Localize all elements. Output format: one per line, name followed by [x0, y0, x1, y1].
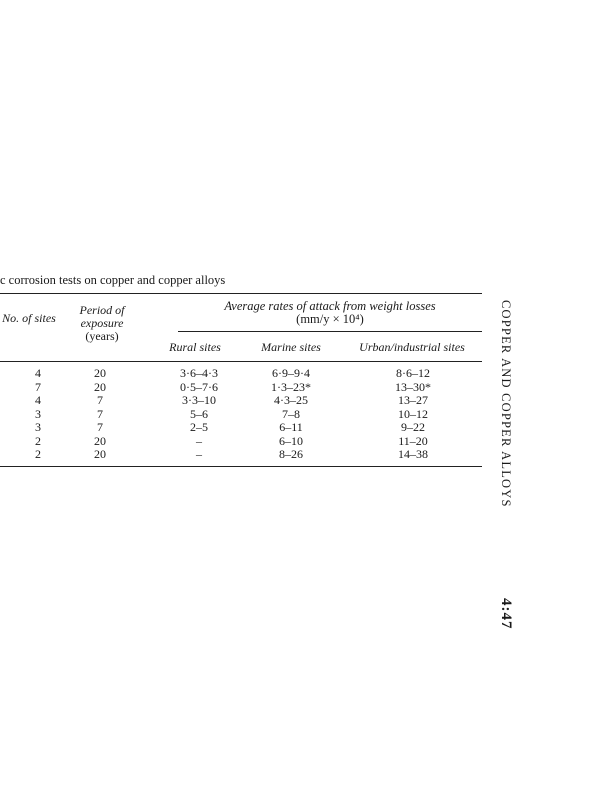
header-sub-rule — [178, 331, 482, 332]
cell-period: 7 — [97, 420, 103, 434]
cell-period: 20 — [94, 447, 106, 461]
header-urban: Urban/industrial sites — [359, 340, 465, 354]
cell-rural: – — [196, 433, 202, 448]
cell-marine: 6–11 — [279, 420, 303, 434]
running-title: COPPER AND COPPER ALLOYS — [499, 300, 513, 508]
header-period — [62, 304, 142, 343]
table-row — [0, 448, 482, 462]
table-top-rule — [0, 293, 482, 294]
cell-urban: 11–20 — [398, 433, 428, 448]
cell-period: 20 — [94, 379, 106, 394]
cell-marine: 7–8 — [282, 406, 300, 421]
cell-rural: – — [196, 447, 202, 461]
cell-marine: 6·9–9·4 — [272, 366, 310, 380]
cell-marine: 6–10 — [279, 433, 303, 448]
table-body — [0, 367, 482, 462]
cell-rural: 3·3–10 — [182, 393, 216, 407]
cell-marine: 1·3–23* — [271, 379, 311, 394]
cell-urban: 13–30* — [395, 379, 431, 394]
header-period-line1: Period of — [79, 303, 125, 317]
table-bottom-rule — [0, 466, 482, 467]
cell-sites: 3 — [35, 406, 41, 421]
cell-period: 20 — [94, 433, 106, 448]
header-period-line3: (years) — [85, 329, 119, 343]
cell-urban: 9–22 — [401, 420, 425, 434]
header-period-line2: exposure — [80, 316, 124, 330]
header-average-line2: (mm/y × 10⁴) — [296, 312, 364, 326]
cell-marine: 8–26 — [279, 447, 303, 461]
table-row — [0, 408, 482, 422]
cell-period: 7 — [97, 406, 103, 421]
cell-urban: 10–12 — [398, 406, 428, 421]
cell-sites: 3 — [35, 420, 41, 434]
cell-rural: 3·6–4·3 — [180, 366, 218, 380]
header-bottom-rule — [0, 361, 482, 362]
cell-period: 20 — [94, 366, 106, 380]
cell-rural: 0·5–7·6 — [180, 379, 218, 394]
cell-sites: 2 — [35, 433, 41, 448]
cell-urban: 8·6–12 — [396, 366, 430, 380]
header-average-line1: Average rates of attack from weight losses — [224, 299, 436, 313]
cell-sites: 7 — [35, 379, 41, 394]
cell-urban: 13–27 — [398, 393, 428, 407]
table-row — [0, 421, 482, 435]
header-rural: Rural sites — [169, 340, 221, 354]
header-sites: No. of sites — [2, 311, 56, 325]
cell-period: 7 — [97, 393, 103, 407]
cell-sites: 4 — [35, 366, 41, 380]
cell-sites: 2 — [35, 447, 41, 461]
table-caption: c corrosion tests on copper and copper alloys — [0, 273, 226, 287]
header-average-rates — [178, 300, 482, 326]
cell-marine: 4·3–25 — [274, 393, 308, 407]
cell-rural: 2–5 — [190, 420, 208, 434]
page-number: 4:47 — [498, 598, 514, 630]
cell-sites: 4 — [35, 393, 41, 407]
cell-urban: 14–38 — [398, 447, 428, 461]
cell-rural: 5–6 — [190, 406, 208, 421]
table-row — [0, 367, 482, 381]
table-row — [0, 394, 482, 408]
table-row — [0, 381, 482, 395]
table-row — [0, 435, 482, 449]
header-marine: Marine sites — [261, 340, 321, 354]
